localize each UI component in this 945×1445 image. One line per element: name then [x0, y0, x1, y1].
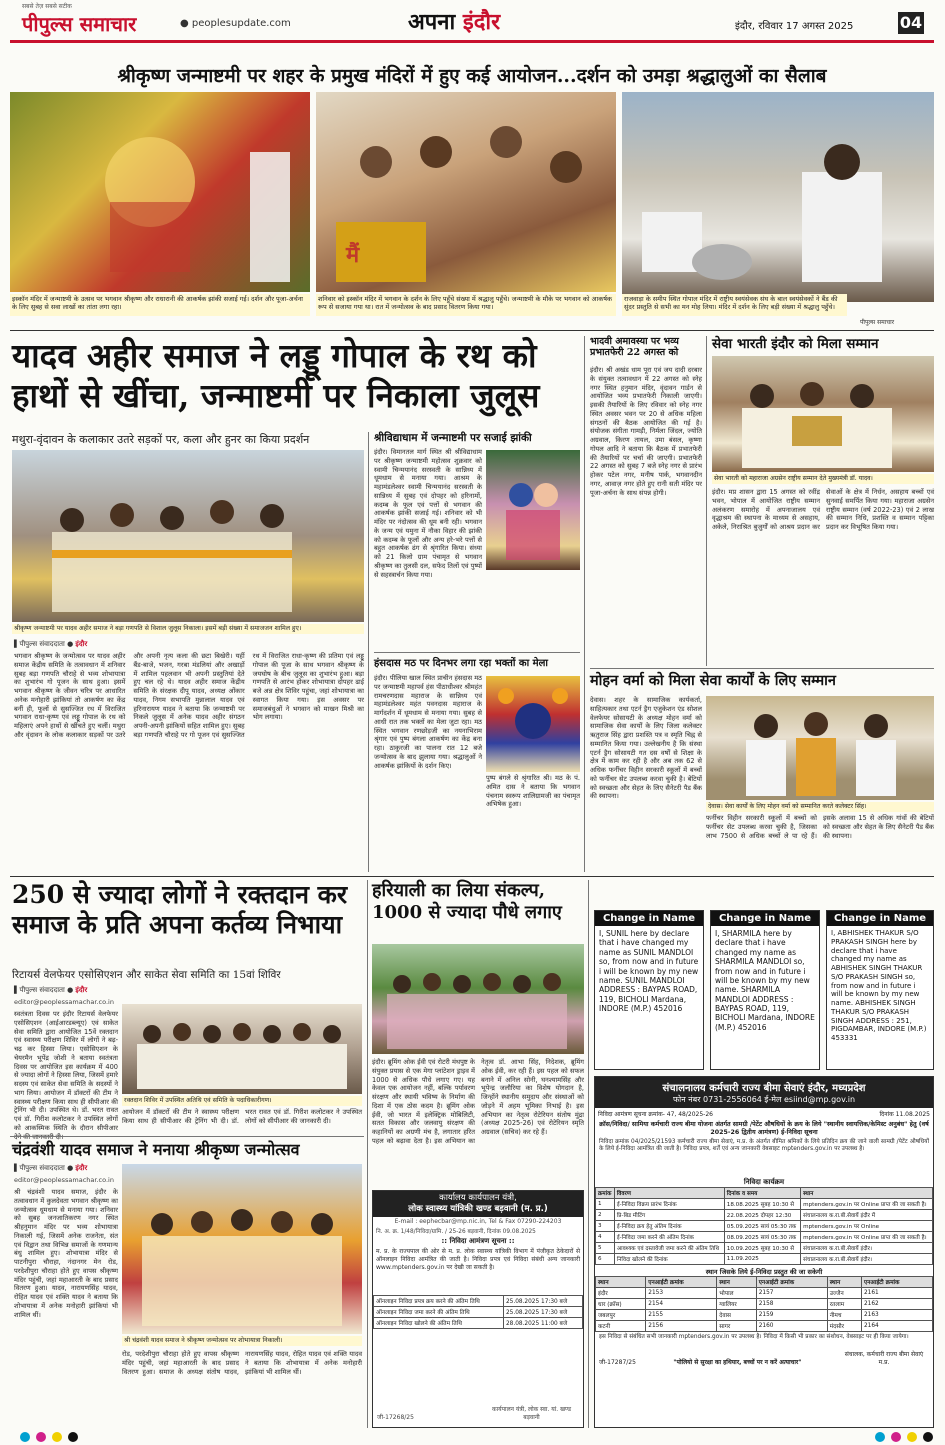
change-name-title-3: Change in Name — [827, 911, 933, 926]
print-registration-marks-right — [875, 1432, 933, 1442]
esi-ref: निविदा आमंत्रण सूचना क्रमांक- 47, 48/2025-26 — [598, 1111, 713, 1118]
lead-subhead: मथुरा-वृंदावन के कलाकार उतरे सड़कों पर, कला और हुनर का किया प्रदर्शन — [12, 433, 310, 446]
esi-cell: 5 — [596, 1242, 615, 1253]
esi-ref-line — [595, 1108, 933, 1120]
region-cell: कटनी — [596, 1320, 646, 1331]
lead-photo-caption: श्रीकृष्ण जन्माष्टमी पर यादव अहीर समाज ने बड़ा गणपति से विशाल जुलूस निकाला। इसमें बड़ी संख्या में समाजजन शामिल हुए। — [12, 624, 364, 634]
sewa-bharti-photo-caption: सेवा भारती को महाराजा अग्रसेन राष्ट्रीय सम्मान देते मुख्यमंत्री डॉ. यादव। — [712, 474, 934, 484]
esi-cell: संचालनालय क.रा.बी.सेवायें इंदौर। — [801, 1253, 933, 1264]
reg-mark-cyan — [875, 1432, 885, 1442]
prabhatferi-headline: भादवी अमावस्या पर भव्य प्रभातफेरी 22 अगस्त को — [590, 336, 679, 359]
esi-footer: इस निविदा से संबंधित सभी जानकारी mptenders.gov.in पर उपलब्ध है। निविदा में किसी भी प्रकार का संशोधन, वेबसाइट पर ही किया जायेगा। — [599, 1333, 909, 1340]
iskcon-photo — [10, 92, 310, 292]
esi-cell: 4 — [596, 1231, 615, 1242]
badwani-cell: ऑनलाइन निविदा प्रपत्र क्रय करने की अंतिम तिथि — [374, 1296, 504, 1307]
top-banner-headline: श्रीकृष्ण जन्माष्टमी पर शहर के प्रमुख मंदिरों में हुए कई आयोजन...दर्शन को उमड़ा श्रद्धालुओं का सैलाब — [117, 65, 827, 87]
esi-region-header: स्थान जिसके लिये ई-निविदा प्रस्तुत की जा सकेगी — [705, 1267, 823, 1276]
region-cell: उज्जैन — [827, 1287, 861, 1298]
blood-body-b: आयोजन में डॉक्टरों की टीम ने स्वास्थ्य परीक्षण किया साथ ही सीपीआर की ट्रेनिंग भी दी। डॉ. भरत रावत एवं डॉ. गिरीश कलोटकर ने उपस्थित लोगों को सीपीआर की जानकारी दी। — [122, 1108, 362, 1125]
col-header: स्थान — [827, 1276, 861, 1287]
col-header: स्थान — [801, 1187, 933, 1198]
reg-mark-black — [68, 1432, 78, 1442]
table-row — [596, 1198, 933, 1209]
award-ceremony-illustration — [712, 356, 934, 472]
lead-body: भगवान श्रीकृष्ण के जन्मोत्सव पर यादव अहीर समाज केंद्रीय समिति के तत्वावधान में शनिवार सुबह बड़ा गणपति चौराहे से भव्य शोभायात्रा का शुभारंभ गो पूजन के साथ हुआ। इसमें भगवान श्रीकृष्ण के जीवन चरित्र पर आधारित अनेक मनोहारी झांकियां तो आकर्षण का केंद्र बनीं ही, फूलों से सुसज्जित रथ में विराजित भगवान राधा-कृष्ण एवं लड्डू गोपाल के रथ को महिलाएं अपने हाथों से खींचते हुए चलीं। मथुरा और वृंदावन के लोक कलाकार सड़कों पर उतरे और अपनी नृत्य कला की छटा बिखेरी। यहीं बैंड-बाजे, भजन, गरबा मंडलियां और अखाड़ों में शामिल पहलवान भी अपनी प्रस्तुतियां देते हुए चल रहे थे। यादव अहीर समाज केंद्रीय समिति के संरक्षक दीपू यादव, अध्यक्ष ओंकार यादव, निगम सभापति मुन्नालाल यादव एवं हरिनारायण यादव ने बताया कि जन्माष्टमी पर निकले जुलूस में अनेक यादव अहीर संगठन अपनी-अपनी झांकियों सहित शामिल हुए। सुबह बड़ा गणपति चौराहे पर गो पूजन एवं सुसज्जित रथ में विराजित राधा-कृष्ण की प्रतिमा एवं लड्डू गोपाल की पूजा के साथ भगवान श्रीकृष्ण के जयघोष के बीच जुलूस का शुभारंभ हुआ। बड़ा गणपति से आरंभ होकर शोभायात्रा दोपहर ढाई बजे अन्न क्षेत्र शिविर पहुंचा, जहां शोभायात्रा का स्वागत किया गया। इस अवसर पर समाजबंधुओं ने भगवान को माखन मिश्री का भोग लगाया। — [14, 652, 364, 739]
badwani-cell: 28.08.2025 11:00 बजे — [503, 1318, 582, 1329]
badwani-cell: ऑनलाइन निविदा जमा करने की अंतिम तिथि — [374, 1307, 504, 1318]
region-cell: 2163 — [861, 1309, 932, 1320]
chandravanshi-photo — [122, 1164, 362, 1334]
website-text: peoplesupdate.com — [191, 18, 291, 29]
region-cell: भोपाल — [717, 1287, 756, 1298]
temple-photo-caption: शनिवार को इस्कॉन मंदिर में भगवान के दर्शन के लिए पहुँचे संख्या में श्रद्धालु पहुँचे। जन्माष्टमी के मौके पर भगवान को आकर्षक रूप से सजाया गया था। रात में जन्मोत्सव के बाद प्रसाद वितरण किया गया। — [316, 294, 616, 316]
page-number: 04 — [899, 13, 923, 32]
mohan-verma-photo-caption: देवास। सेवा कार्यों के लिए मोहन वर्मा को सम्मानित करते कलेक्टर सिंह। — [706, 802, 934, 812]
chandravanshi-email[interactable]: editor@peoplessamachar.co.in — [14, 1176, 114, 1184]
chandravanshi-byline-name: पीपुल्स संवाददाता — [19, 1164, 65, 1172]
vidyadham-photo — [486, 450, 580, 570]
blood-body-a: स्वतंत्रता दिवस पर इंदौर रिटायर्स वेलफेयर एसोसिएशन (आईआरडब्ल्यूए) एवं साकेत सेवा समिति द्वारा आयोजित 15वें रक्तदान एवं स्वास्थ्य परीक्षण शिविर में लोगों ने बढ़-चढ़ कर हिस्सा लिया। एसोसिएशन के चेयरमैन भूपेंद्र जोशी ने बताया स्वतंत्रता दिवस पर आयोजित इस कार्यक्रम में 400 से ज्यादा लोगों ने हिस्सा लिया, जिसमें हमारे सदस्य एवं साकेत सेवा समिति के सदस्यों ने भाग लिया। आयोजन में डॉक्टरों की टीम ने स्वास्थ्य परीक्षण किया साथ ही सीपीआर की ट्रेनिंग भी दी। उपस्थित थे। डॉ. भरत रावत एवं डॉ. गिरीश कलोटकर ने उपस्थित लोगों को आकस्मिक स्थिति के दौरान सीपीआर — [14, 1010, 118, 1132]
hariyali-body: इंदौर। ब्रूमिंग ओक ईवी एवं रोटरी मंथपुष्ट के संयुक्त प्रयास से एक मेगा प्लांटेशन ड्राइव में 1000 से अधिक पौधे लगाए गए। यह केवल एक आयोजन नहीं, बल्कि पर्यावरण संरक्षण और स्थायी भविष्य के निर्माण की दिशा में एक ठोस कदम है। ब्रूमिंग ओक ईवी, जो भारत में इलेक्ट्रिक मोबिलिटी, सतत विकास और जलवायु संरक्षण की कहानियों का अग्रणी मंच है, लगातार हरित पहल को बढ़ावा देता है। इस अभियान का नेतृत्व डॉ. आभा सिंह, निदेशक, ब्रूमिंग ओक ईवी, कर रही हैं। इस पहल को सफल बनाने में अनिल सोनी, घनश्यामसिंह और भूपेन्द्र जलौरिया का विशेष योगदान है, जिन्होंने स्थानीय समुदाय और संस्थाओं को जोड़ने में अहम भूमिका निभाई है। इस अभियान का नेतृत्व रोटेरियन संतोष मुंद्रा (अध्यक्ष 2025-26) एवं रोटेरियन स्मृति अग्रवाल (सचिव) कर रहे हैं। — [372, 1058, 584, 1145]
esi-title: संचालनालय कर्मचारी राज्य बीमा सेवाएं इंदौर, मध्यप्रदेश — [662, 1083, 866, 1094]
esi-cell: 10.09.2025 सुबह 10:30 से — [724, 1242, 800, 1253]
dateline: इंदौर, रविवार 17 अगस्त 2025 — [735, 21, 854, 32]
blood-byline-name: पीपुल्स संवाददाता — [19, 986, 65, 994]
blood-headline: 250 से ज्यादा लोगों ने रक्तदान कर समाज के प्रति अपना कर्तव्य निभाया — [12, 880, 348, 939]
website-link[interactable]: ● peoplesupdate.com — [180, 18, 291, 29]
esi-date: दिनांक 11.08.2025 — [879, 1111, 930, 1118]
paper-tag: सबसे तेज़ सबसे सटीक — [22, 3, 72, 10]
table-row — [596, 1309, 933, 1320]
band-photo-caption: राजवाड़ा के समीप स्थित गोपाल मंदिर में राष्ट्रीय स्वयंसेवक संघ के बाल स्वयंसेवकों ने बैंड की सुंदर प्रस्तुति से सभी का मन मोह लिया। मंदिर में दर्शन के लिए बड़ी संख्या में श्रद्धालु पहुँचे। — [622, 294, 847, 316]
top-divider — [10, 330, 934, 331]
esi-cell: 22.08.2025 दोपहर 12:30 — [724, 1209, 800, 1220]
reg-mark-cyan — [20, 1432, 30, 1442]
col-header: स्थान — [596, 1276, 646, 1287]
masthead-rule — [10, 40, 934, 43]
esi-cell: संचालनालय क.रा.बी.सेवायें इंदौर। — [801, 1242, 933, 1253]
region-cell: इंदौर — [596, 1287, 646, 1298]
esi-cell: 05.09.2025 सायं 05:30 तक — [724, 1220, 800, 1231]
esi-cell: निविदा खोलने की दिनांक — [614, 1253, 724, 1264]
svg-text:मैं: मैं — [346, 243, 360, 268]
honour-ceremony-illustration — [706, 696, 934, 800]
table-row — [596, 1320, 933, 1331]
chandravanshi-body-b: रोड, परदेशीपुरा चौराहा होते हुए वापस श्रीकृष्ण मंदिर पहुंची, जहां महाआरती के बाद प्रसाद वितरण हुआ। समाज के अध्यक्ष संतोष यादव, नारायणसिंह यादव, रोहित यादव एवं शक्ति यादव ने बताया कि शोभायात्रा में अनेक मनोहारी झांकियां भी शामिल थीं। — [122, 1350, 362, 1376]
esi-schedule-table — [595, 1187, 933, 1265]
region-cell: 2161 — [861, 1287, 932, 1298]
badwani-tender-header — [373, 1191, 583, 1217]
change-name-notice-3 — [826, 910, 934, 1070]
esi-signatory: संचालक, कर्मचारी राज्य बीमा सेवाएं म.प्र. — [844, 1350, 924, 1366]
esi-tender — [594, 1076, 934, 1428]
crowd-illustration — [316, 92, 616, 292]
region-cell: 2160 — [756, 1320, 827, 1331]
col-header: एनआईटी क्रमांक — [861, 1276, 932, 1287]
esi-cell: प्रि-बिड मीटिंग — [614, 1209, 724, 1220]
esi-slogan: "पोलियो से सुरक्षा का हथियार, बच्चों पर न करें अत्याचार" — [673, 1358, 802, 1366]
col-header: दिनांक व समय — [724, 1187, 800, 1198]
lead-headline: यादव अहीर समाज ने लड्डू गोपाल के रथ को हाथों से खींचा, जन्माष्टमी पर निकाला जुलूस — [12, 336, 540, 415]
badwani-signatory: कार्यपालन यंत्री, लोक स्वा. यां. खण्ड बड़वानी — [491, 1406, 572, 1421]
region-cell: नीमच — [827, 1309, 861, 1320]
esi-contact: फोन नंबर 0731-2556064 ई-मेल esiind@mp.gov.in — [672, 1095, 856, 1104]
mid-divider — [10, 876, 934, 877]
chandravanshi-top-rule — [10, 1136, 364, 1137]
change-name-notice-2 — [710, 910, 820, 1070]
esi-cell: 18.08.2025 सुबह 10:30 से — [724, 1198, 800, 1209]
hansdas-top-rule — [374, 652, 580, 653]
region-cell: धार (क्रॉस) — [596, 1298, 646, 1309]
change-name-title-2: Change in Name — [711, 911, 819, 926]
sewa-bharti-photo — [712, 356, 934, 472]
table-row — [596, 1287, 933, 1298]
chandravanshi-photo-caption: श्री चंद्रवंशी यादव समाज ने श्रीकृष्ण जन्मोत्सव पर शोभायात्रा निकाली। — [122, 1336, 362, 1346]
vidyadham-body: इंदौर। विमानतल मार्ग स्थित श्री श्रीविद्याधाम पर श्रीकृष्ण जन्माष्टमी महोत्सव शुक्रवार को स्वामी चिन्मयानंद सरस्वती के सान्निध्य में धूमधाम से मनाया गया। आश्रम के महामंडलेश्वर स्वामी चिन्मयानंद सरस्वती के सान्निध्य में सुबह एवं दोपहर को हरिनामों, कदम्ब के फूल एवं पत्तों से भगवान की आकर्षक झांकी सजाई गई। शनिवार को भी मंदिर पर नंदोत्सव की धूम बनी रही। भगवान के जन्म एवं यमुना में नौका विहार की झांकी को कदम्ब के फूलों और अन्य हरे-भरे पत्तों से बहुत आकर्षक ढंग से श्रृंगारित किया। संध्या को 21 किलो ग्राम पंचामृत से भगवान श्रीकृष्ण का तुलसी दल, सफेद तिलों एवं पुष्पों से सहस्त्रार्चन किया गया। — [374, 448, 482, 579]
blood-photo-caption: रक्तदान शिविर में उपस्थित अतिथि एवं समिति के पदाधिकारीगण। — [122, 1096, 362, 1106]
section-title — [408, 6, 500, 36]
badwani-cell: 25.08.2025 17:30 बजे — [503, 1307, 582, 1318]
flower-bungalow-illustration — [486, 676, 580, 772]
mohan-top-rule — [590, 668, 934, 669]
table-row — [596, 1231, 933, 1242]
chandravanshi-byline-place: इंदौर — [75, 1164, 88, 1172]
esi-bottom-line — [595, 1350, 933, 1366]
col-divider-5 — [588, 880, 589, 1428]
region-cell: 2159 — [756, 1309, 827, 1320]
table-row — [374, 1318, 583, 1329]
esi-cell: 6 — [596, 1253, 615, 1264]
region-cell: सागर — [717, 1320, 756, 1331]
reg-mark-magenta — [891, 1432, 901, 1442]
reg-mark-yellow — [52, 1432, 62, 1442]
chandravanshi-headline: चंद्रवंशी यादव समाज ने मनाया श्रीकृष्ण जन्मोत्सव — [12, 1140, 300, 1159]
region-cell: 2153 — [646, 1287, 717, 1298]
table-header-row — [596, 1276, 933, 1287]
hansdas-body: इंदौर। पीलिया खाल स्थित प्राचीन हंसदास मठ पर जन्माष्टमी महापर्व हंस पीठाधीश्वर श्रीमहंत रामचरणदास महाराज के सान्निध्य एवं महामंडलेश्वर महंत पवनदास महाराज के मार्गदर्शन में धूमधाम से मनाया गया। सुबह से आधी रात तक भक्तों का मेला जुटा रहा। मठ स्थित भगवान रणछोड़जी का नयनाभिराम श्रृंगार एवं पुष्प बंगला आकर्षण का केंद्र बना रहा। ठाकुरजी का पालना रात 12 बजे जन्मोत्सव के बाद झुलाया गया। श्रद्धालुओं ने आकर्षक झांकियों के दर्शन किए। — [374, 674, 482, 770]
badwani-schedule-table — [373, 1295, 583, 1329]
sewa-bharti-headline: सेवा भारती इंदौर को मिला सम्मान — [712, 336, 879, 352]
region-cell: मंदसौर — [827, 1320, 861, 1331]
badwani-notice-title: :: निविदा आमंत्रण सूचना :: — [441, 1237, 515, 1246]
badwani-cell: ऑनलाइन निविदा खोलने की अंतिम तिथि — [374, 1318, 504, 1329]
esi-cell: 3 — [596, 1220, 615, 1231]
badwani-contact: E-mail : eephecbar@mp.nic.in, Tel & Fax 07290-224203 — [394, 1218, 562, 1226]
blood-photo — [122, 1004, 362, 1094]
esi-subject: क्रॉस/निविदा/ सामिया कर्मचारी राज्य बीमा योजना अंतर्गत सामग्री /पेटेंट औषधियों के क्रय के लिये "स्थानीय स्वायत्तिक/केमिस्ट अनुबंध" हेतु (वर्ष 2025-26 द्वितीय आमंत्रण) ई-निविदा सूचना — [599, 1121, 929, 1136]
chandravanshi-body: श्री चंद्रवंशी यादव समाज, इंदौर के तत्वावधान में कुलदेवता भगवान श्रीकृष्ण का जन्मोत्सव धूमधाम से मनाया गया। शनिवार को सुबह जनजातिकरण नगर स्थित श्रीहनुमान मंदिर पर भव्य शोभायात्रा निकाली गई, जिसमें अनेक राजनेता, संत एवं विद्वान तथा विभिन्न समाजों के गणमान्य बंधु शामिल हुए। शोभायात्रा मंदिर से पाटनीपुरा चौराहा, नंदानगर मेन रोड, परदेशीपुरा चौराहा होते हुए वापस श्रीकृष्ण मंदिर पहुंची, जहां महाआरती के बाद प्रसाद वितरण हुआ। यादव, नारायणसिंह यादव, रोहित यादव एवं शक्ति यादव ने बताया कि शोभायात्रा में अनेक मनोहारी झांकियां भी शामिल थीं। — [14, 1188, 118, 1319]
lead-photo — [12, 450, 364, 622]
table-row — [596, 1242, 933, 1253]
hansdas-photo-caption: पुष्प बंगले से श्रृंगारित श्री। मठ के पं. अमित दास ने बताया कि भगवान पंचनाम स्वरूप शालिग्रामजी का पंचामृत अभिषेक हुआ। — [486, 774, 580, 809]
region-cell: 2156 — [646, 1320, 717, 1331]
change-name-text-3: I, ABHISHEK THAKUR S/O PRAKASH SINGH here by declare that i have changed my name as ABHISHEK SINGH THAKUR S/O PRAKASH SINGH so, from now and in future i will be known by my new name. ABHISHEK SINGH THAKUR S/O PRAKASH SINGH ADDRESS : 251, PIGDAMBAR, INDORE (M.P.) 453331 — [831, 929, 927, 1042]
table-row — [596, 1209, 933, 1220]
esi-cell: ई-निविदा जमा करने की अंतिम दिनांक — [614, 1231, 724, 1242]
plantation-illustration — [372, 944, 584, 1054]
esi-intro: निविदा क्रमांक 04/2025/21593 कर्मचारी राज्य बीमा सेवाएं, म.प्र. के अंतर्गत बीमित श्रमिकों के लिये प्रतिदिन क्रय की जाने वाली सामग्री /पेटेंट औषधियों के लिये ई-निविदा आमंत्रित की जाती है। निविदा प्रपत्र, शर्तें एवं अन्य जानकारी वेबसाइट mptenders.gov.in पर उपलब्ध है। — [599, 1138, 929, 1153]
vidyadham-headline: श्रीविद्याधाम में जन्माष्टमी पर सजाई झांकी — [374, 432, 532, 444]
reg-mark-yellow — [907, 1432, 917, 1442]
mohan-verma-body-b: फर्नीचर विहीन सरकारी स्कूलों में बच्चों को फर्नीचर सेट उपलब्ध करवा चुकी है, जिसका लाभ 7500 से अधिक बच्चों ले पा रहे हैं। इसके अलावा 15 से अधिक गांवों की बेटियों को स्वच्छता और सेहत के लिए सैनेटरी पैड बैंक की स्थापना। — [706, 814, 934, 840]
blood-subhead: रिटायर्स वेलफेयर एसोसिएशन और साकेत सेवा समिति का 15वां शिविर — [12, 969, 281, 981]
col-header: विवरण — [614, 1187, 724, 1198]
col-divider-1 — [368, 432, 369, 872]
col-header: क्रमांक — [596, 1187, 615, 1198]
badwani-tender — [372, 1190, 584, 1428]
region-cell: 2154 — [646, 1298, 717, 1309]
sewa-bharti-body: इंदौर। मप्र शासन द्वारा 15 अगस्त को रवींद्र भवन, भोपाल में आयोजित राष्ट्रीय सम्मान अलंकरण समारोह में अपनाजालय एवं वृद्धाश्रम की स्थापना के माध्यम से असहाय, अकेले, निराश्रित बुजुर्गों को आश्रय प्रदान कर सेवाओं के क्षेत्र में निर्धन, असहाय बच्चों एवं सुनवाई समर्पित किया गया। महाराजा अग्रसेन राष्ट्रीय सम्मान (वर्ष 2022-23) एवं 2 लाख की सम्मान निधि, प्रशस्ति व सम्मान पट्टिका प्रदान कर विभूषित किया गया। — [712, 488, 934, 532]
table-header-row — [596, 1187, 933, 1198]
col-divider-3 — [706, 336, 707, 666]
esi-cell: संचालनालय क.रा.बी.सेवायें इंदौर में — [801, 1209, 933, 1220]
badwani-ref-no: जी-17268/25 — [377, 1414, 414, 1421]
region-cell: 2162 — [861, 1298, 932, 1309]
col-divider-2 — [584, 336, 585, 872]
badwani-title2: लोक स्वास्थ्य यांत्रिकी खण्ड बड़वानी (म. प्र.) — [408, 1204, 548, 1215]
mohan-verma-body-a: देवास। शहर के सामाजिक कार्यकर्ता, साहित्यकार तथा एटर्न ड्रैग एजुकेशन एंड सोशल वेलफेयर सोसायटी के अध्यक्ष मोहन वर्मा को सामाजिक सेवा कार्यों के लिए जिला कलेक्टर ऋतुराज सिंह द्वारा प्रशस्ति पत्र व स्मृति चिह्न से सम्मानित किया गया। उल्लेखनीय है कि संस्था एटर्न ड्रैग सोसायटी गत दस वर्षों से शिक्षा के क्षेत्र में काम कर रही है और अब तक 62 से अधिक फर्नीचर विहीन सरकारी स्कूलों में बच्चों को फर्नीचर सेट उपलब्ध करवा चुकी है। बेटियों को स्वच्छता और सेहत के लिए सैनेटरी पैड बैंक की स्थापना। — [590, 696, 702, 801]
hansdas-headline: हंसदास मठ पर दिनभर लगा रहा भक्तों का मेला — [374, 658, 549, 669]
hansdas-photo — [486, 676, 580, 772]
esi-table-header: निविदा कार्यक्रम — [743, 1177, 785, 1186]
esi-cell: ई-निविदा विक्रय प्रारंभ दिनांक — [614, 1198, 724, 1209]
band-illustration — [622, 92, 934, 302]
krishna-jhanki-illustration — [486, 450, 580, 570]
chandravanshi-byline: ▌पीपुल्स संवाददाता ● इंदौर — [14, 1164, 88, 1172]
section-title-1: अपना — [408, 9, 456, 35]
esi-ref-no: जी-17287/25 — [599, 1358, 636, 1366]
change-name-text-2: I, SHARMILA here by declare that i have changed my name as SHARMILA MANDLOI so, from now and in future i will be known by my new name. SHARMILA MANDLOI ADDRESS : BAYPAS ROAD, 119, BICHOLI Mardana, INDORE (M.P.) 452016 — [715, 929, 815, 1032]
table-row — [374, 1296, 583, 1307]
region-cell: 2164 — [861, 1320, 932, 1331]
badwani-line1: नि. अ. क्र. 1/48/निविदा/ग्रामि. / 25-26 बड़वानी, दिनांक 09.08.2025 — [376, 1229, 536, 1236]
esi-cell: mptenders.gov.in पर Online प्राप्त की जा सकती है। — [801, 1231, 933, 1242]
band-photo — [622, 92, 934, 302]
badwani-cell: 25.08.2025 17:30 बजे — [503, 1296, 582, 1307]
blood-camp-group-illustration — [122, 1004, 362, 1094]
table-row — [596, 1220, 933, 1231]
table-row — [374, 1307, 583, 1318]
shobhayatra-illustration — [122, 1164, 362, 1334]
badwani-body: म. प्र. के राज्यपाल की ओर से म. प्र. लोक स्वास्थ्य यांत्रिकी विभाग में पंजीकृत ठेकेदारों से ऑनलाइन निविदा आमंत्रित की जाती है। निविदा प्रपत्र एवं निविदा संबंधी अन्य जानकारी www.mptenders.gov.in पर देखी जा सकती है। — [376, 1248, 580, 1272]
table-row — [596, 1253, 933, 1264]
blood-byline-place: इंदौर — [75, 986, 88, 994]
region-cell: 2155 — [646, 1309, 717, 1320]
region-cell: देवास — [717, 1309, 756, 1320]
print-registration-marks — [20, 1432, 78, 1442]
col-header: स्थान — [717, 1276, 756, 1287]
reg-mark-black — [923, 1432, 933, 1442]
region-cell: 2157 — [756, 1287, 827, 1298]
col-header: एनआईटी क्रमांक — [646, 1276, 717, 1287]
esi-cell: 2 — [596, 1209, 615, 1220]
prabhatferi-body: इंदौर। श्री अखंड धाम पूरा एवं जय दादी दरबार के संयुक्त तत्वावधान में 22 अगस्त को स्नेह नगर स्थित हनुमान मंदिर, वृंदावन गार्डन से आयोजित भव्य प्रभातफेरी निकाली जाएगी। इसकी तैयारियों के लिए रविवार को स्नेह नगर स्थित अवसर भवन पर 20 से अधिक महिला संगठनों की बैठक आयोजित की गई है। संयोजक संगीता गामड़ी, निर्मला जिंदल, ज्योति अग्रवाल, किरण तायल, उमा बंसल, कृष्णा गोयल आदि ने बताया कि बैठक में प्रभातफेरी की तैयारियों पर चर्चा की जाएगी। प्रभातफेरी 22 अगस्त को सुबह 7 बजे स्नेह नगर से प्रारंभ होकर पटेल नगर, मनीष पार्क, भगवानदीन नगर, आवाज़ नगर होते हुए रानी सती मंदिर पर पूजा-अर्चना के साथ संपन्न होगी। — [590, 366, 702, 497]
col-divider-4 — [367, 880, 368, 1428]
masthead — [0, 0, 945, 40]
esi-cell: 11.09.2025 — [724, 1253, 800, 1264]
reg-mark-magenta — [36, 1432, 46, 1442]
section-title-2: इंदौर — [462, 9, 501, 35]
lead-byline: ▌पीपुल्स संवाददाता ● इंदौर — [14, 640, 88, 648]
change-name-notice-1 — [594, 910, 704, 1070]
region-cell: 2158 — [756, 1298, 827, 1309]
badwani-title: कार्यालय कार्यपालन यंत्री, — [439, 1193, 517, 1203]
temple-crowd-photo — [316, 92, 616, 292]
blood-email[interactable]: editor@peoplessamachar.co.in — [14, 998, 114, 1006]
esi-cell: 08.09.2025 सायं 05:30 तक — [724, 1231, 800, 1242]
esi-region-table — [595, 1276, 933, 1332]
esi-tender-header — [595, 1077, 933, 1108]
mohan-verma-headline: मोहन वर्मा को मिला सेवा कार्यों के लिए सम्मान — [590, 672, 836, 689]
esi-cell: mptenders.gov.in पर Online — [801, 1220, 933, 1231]
procession-illustration — [12, 450, 364, 622]
esi-cell: 1 — [596, 1198, 615, 1209]
region-cell: जबलपुर — [596, 1309, 646, 1320]
lead-byline-place: इंदौर — [75, 640, 88, 648]
hariyali-photo — [372, 944, 584, 1054]
lead-byline-name: पीपुल्स संवाददाता — [19, 640, 65, 648]
mohan-verma-photo — [706, 696, 934, 800]
iskcon-photo-caption: इस्कॉन मंदिर में जन्माष्टमी के उत्सव पर भगवान श्रीकृष्ण और राधारानी की आकर्षक झांकी सजाई गई। दर्शन और पूजा-अर्चना के लिए सुबह से सवा लाखों का तांता लगा रहा। — [10, 294, 310, 316]
iskcon-altar-illustration — [10, 92, 310, 292]
esi-cell: ई-निविदा क्रय हेतु अंतिम दिनांक — [614, 1220, 724, 1231]
change-name-text-1: I, SUNIL here by declare that i have changed my name as SUNIL MANDLOI so, from now and in future i will be known by my new name. SUNIL MANDLOI ADDRESS : BAYPAS ROAD, 119, BICHOLI Mardana, INDORE (M.P.) 452016 — [599, 929, 699, 1013]
hariyali-headline: हरियाली का लिया संकल्प, 1000 से ज्यादा पौधे लगाए — [372, 880, 562, 923]
esi-cell: mptenders.gov.in पर Online प्राप्त की जा सकती है। — [801, 1198, 933, 1209]
paper-logo: पीपुल्स समाचार — [22, 12, 137, 36]
change-name-title-1: Change in Name — [595, 911, 703, 926]
blood-byline: ▌पीपुल्स संवाददाता ● इंदौर — [14, 986, 88, 994]
region-cell: ग्वालियर — [717, 1298, 756, 1309]
esi-cell: आवश्यक एवं दस्तावेजी जमा करने की अंतिम तिथि — [614, 1242, 724, 1253]
table-row — [596, 1298, 933, 1309]
photo-credit: पीपुल्स समाचार — [860, 319, 895, 326]
region-cell: रतलाम — [827, 1298, 861, 1309]
col-header: एनआईटी क्रमांक — [756, 1276, 827, 1287]
